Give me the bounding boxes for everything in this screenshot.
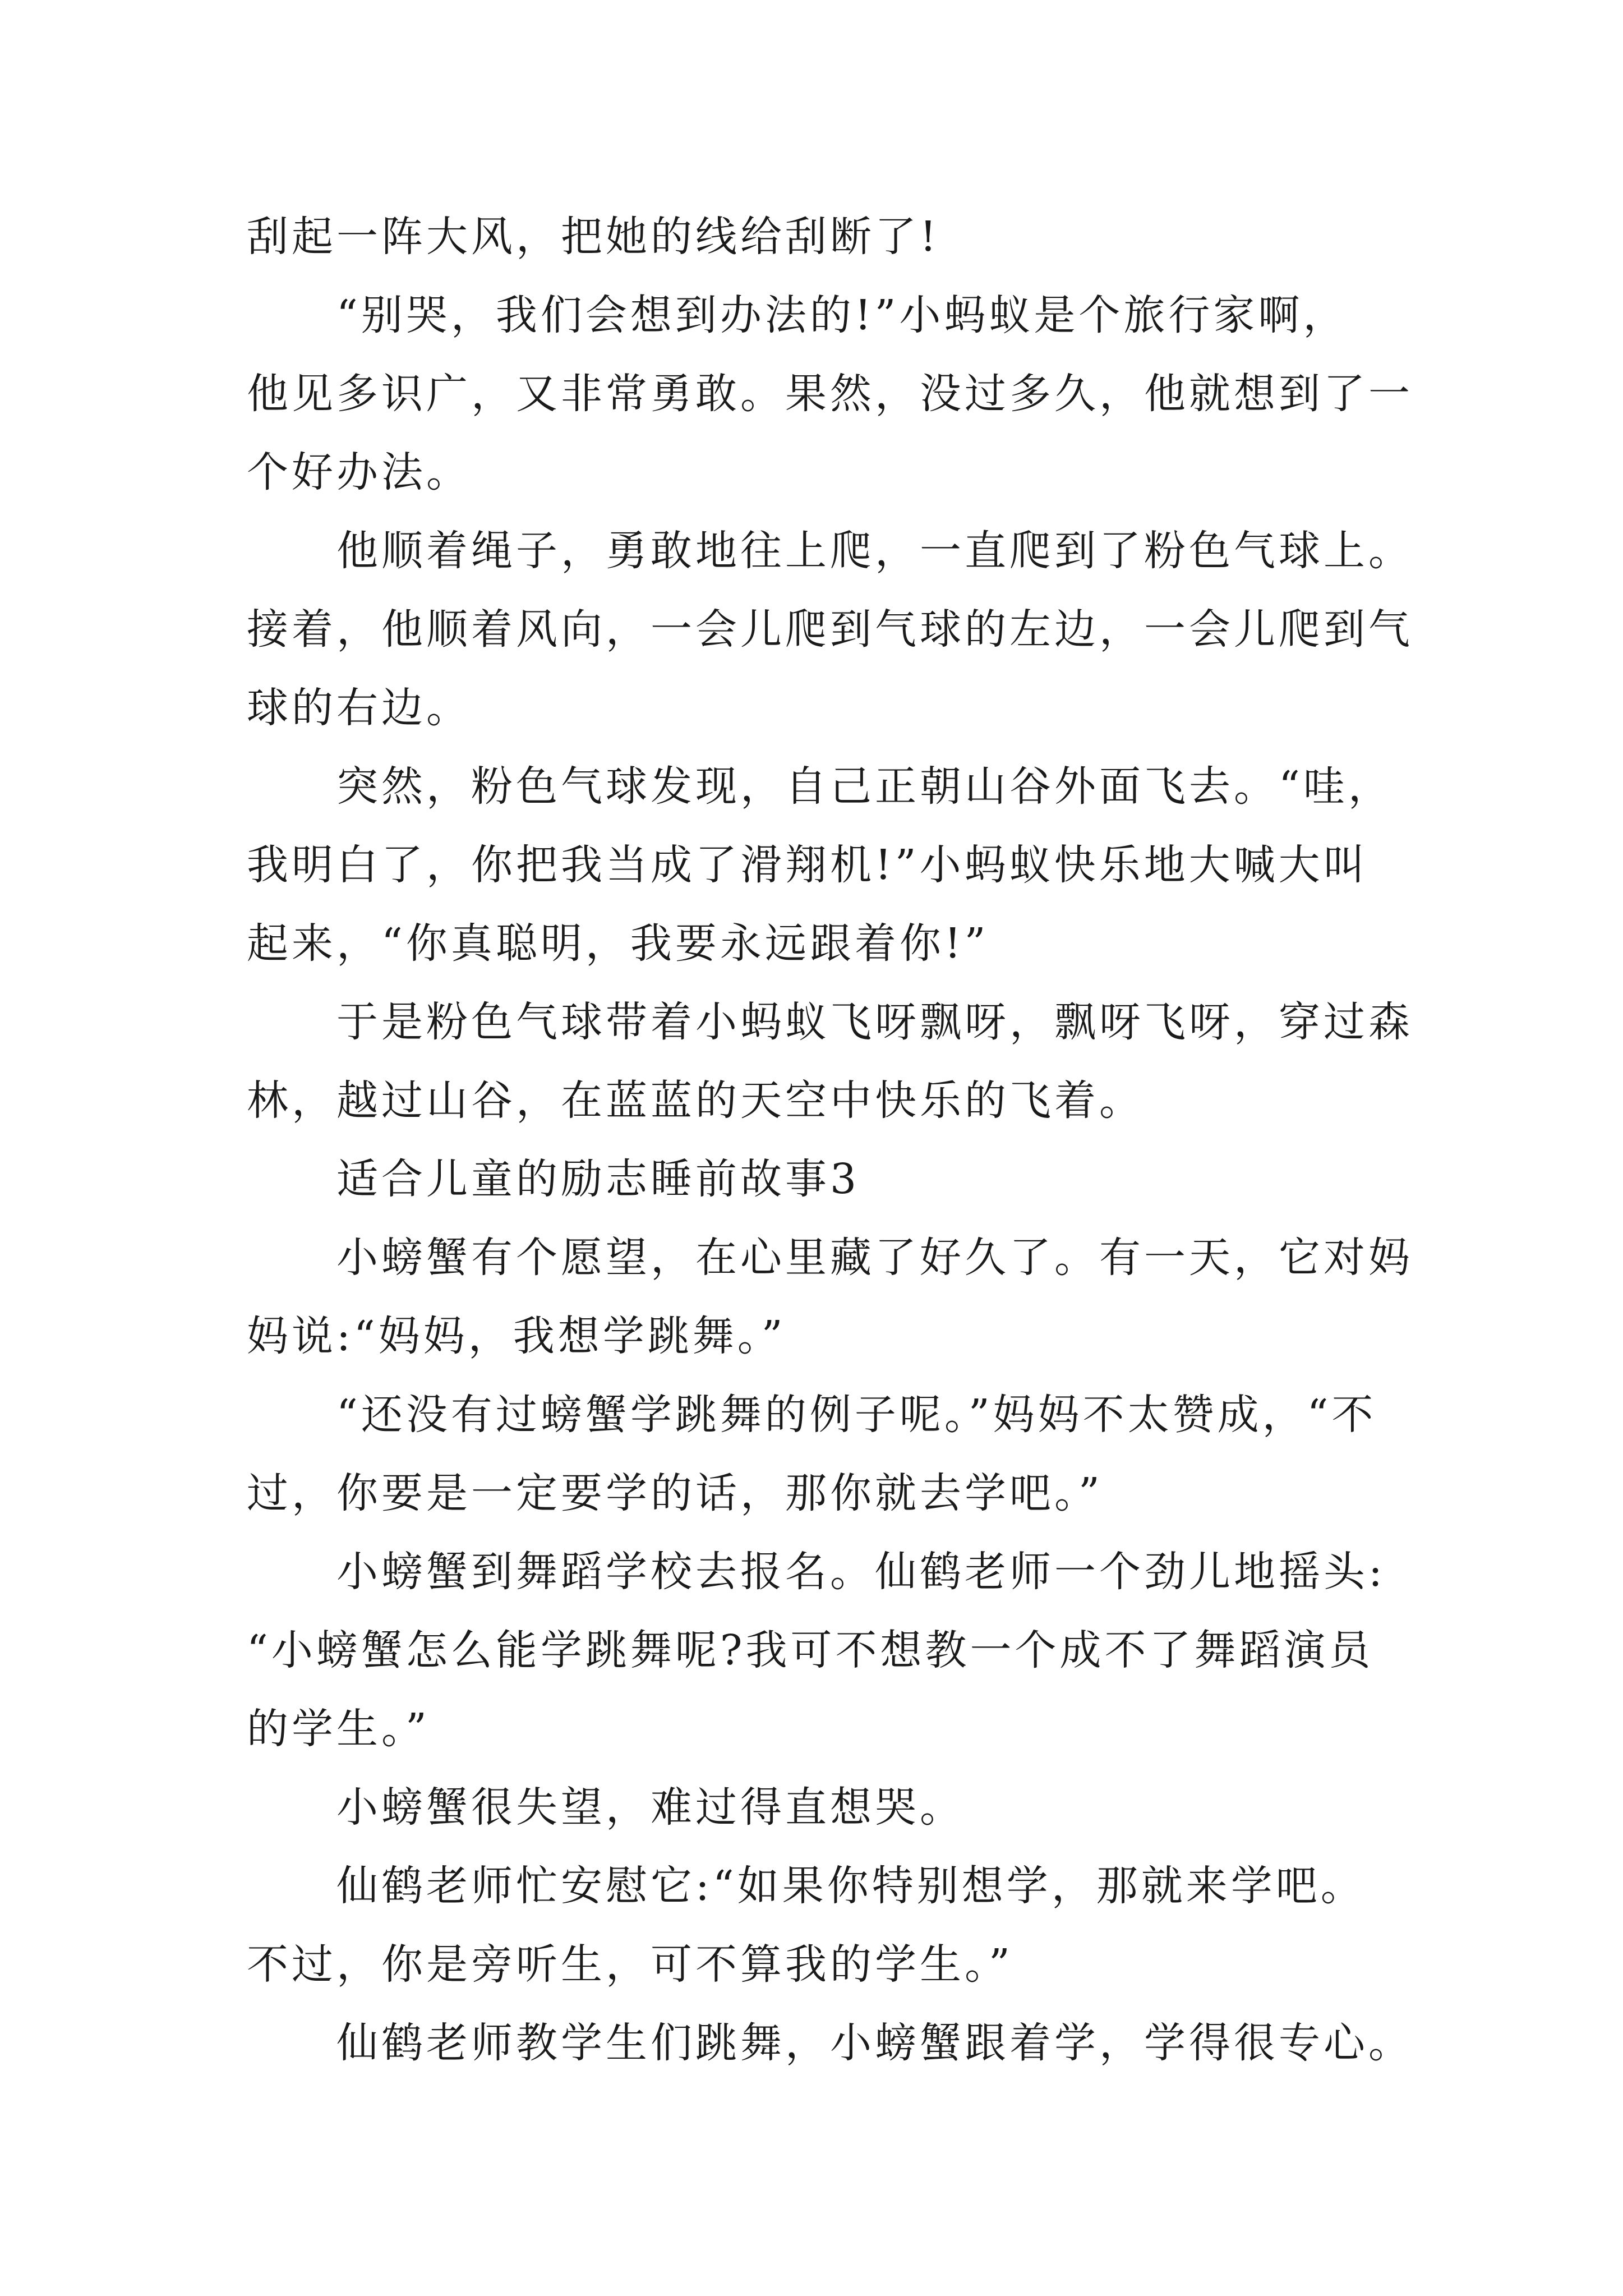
section-heading: 适合儿童的励志睡前故事3: [336, 1155, 860, 1203]
text-line: 不过，你是旁听生，可不算我的学生。”: [247, 1940, 1013, 1989]
text-line: 小螃蟹有个愿望，在心里藏了好久了。有一天，它对妈: [336, 1234, 1413, 1282]
text-line: 小螃蟹到舞蹈学校去报名。仙鹤老师一个劲儿地摇头:: [336, 1548, 1386, 1596]
text-line: 过，你要是一定要学的话，那你就去学吧。”: [247, 1469, 1103, 1517]
text-line: 于是粉色气球带着小蚂蚁飞呀飘呀，飘呀飞呀，穿过森: [336, 998, 1413, 1046]
text-line: 球的右边。: [247, 684, 471, 732]
text-line: 刮起一阵大风，把她的线给刮断了!: [247, 213, 940, 261]
text-line: 起来，“你真聪明，我要永远跟着你!”: [247, 919, 989, 968]
text-line: “还没有过螃蟹学跳舞的例子呢。”妈妈不太赞成，“不: [336, 1391, 1377, 1439]
text-line: 仙鹤老师忙安慰它:“如果你特别想学，那就来学吧。: [336, 1862, 1366, 1910]
text-line: 妈说:“妈妈，我想学跳舞。”: [247, 1312, 786, 1360]
text-line: 他顺着绳子，勇敢地往上爬，一直爬到了粉色气球上。: [336, 527, 1413, 575]
text-line: 突然，粉色气球发现，自己正朝山谷外面飞去。“哇，: [336, 762, 1393, 811]
text-line: 接着，他顺着风向，一会儿爬到气球的左边，一会儿爬到气: [247, 605, 1413, 654]
text-line: 小螃蟹很失望，难过得直想哭。: [336, 1783, 965, 1832]
text-line: 仙鹤老师教学生们跳舞，小螃蟹跟着学，学得很专心。: [336, 2019, 1413, 2067]
text-line: 他见多识广，又非常勇敢。果然，没过多久，他就想到了一: [247, 370, 1413, 418]
text-line: 的学生。”: [247, 1705, 430, 1753]
text-line: “别哭，我们会想到办法的!”小蚂蚁是个旅行家啊，: [336, 291, 1348, 339]
document-body: [247, 197, 1413, 2082]
text-line: 我明白了，你把我当成了滑翔机!”小蚂蚁快乐地大喊大叫: [247, 841, 1368, 889]
text-line: “小螃蟹怎么能学跳舞呢?我可不想教一个成不了舞蹈演员: [247, 1626, 1374, 1674]
text-line: 个好办法。: [247, 448, 471, 496]
text-line: 林，越过山谷，在蓝蓝的天空中快乐的飞着。: [247, 1076, 1144, 1125]
